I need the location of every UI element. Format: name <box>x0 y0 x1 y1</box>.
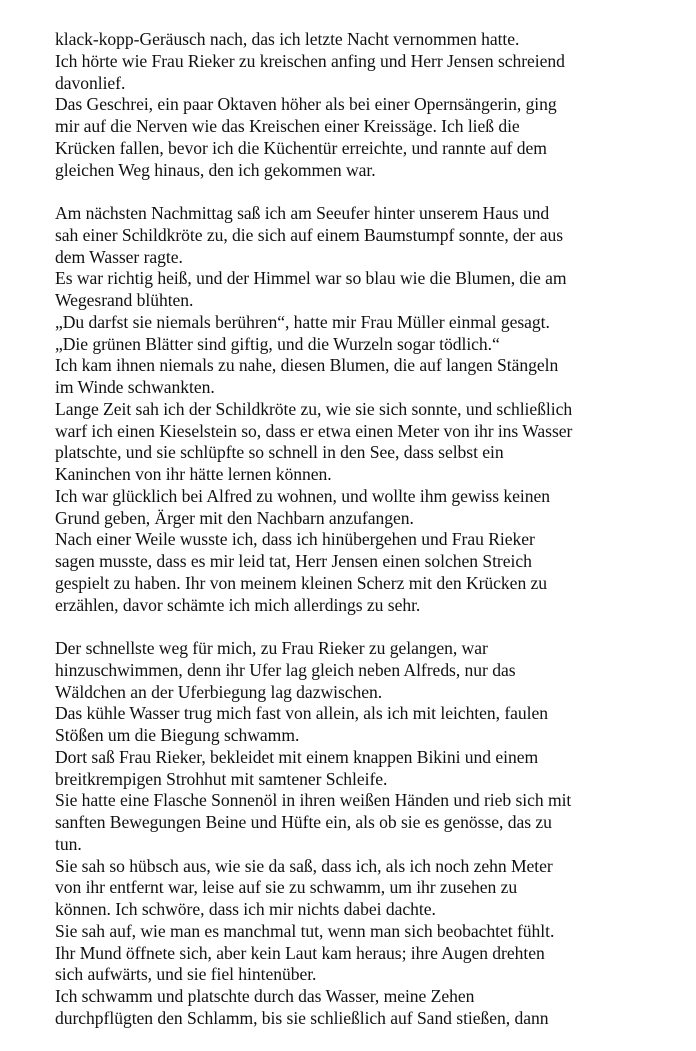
text-line: im Winde schwankten. <box>55 377 215 397</box>
text-line: Grund geben, Ärger mit den Nachbarn anzufangen. <box>55 507 414 528</box>
text-line: Lange Zeit sah ich der Schildkröte zu, wie sie sich sonnte, und schließlich <box>55 398 573 419</box>
text-line: können. Ich schwöre, dass ich mir nichts dabei dachte. <box>55 899 436 919</box>
text-line: Wegesrand blühten. <box>55 290 194 310</box>
text-line: davonlief. <box>55 72 126 93</box>
text-line: sich aufwärts, und sie fiel hintenüber. <box>55 964 317 985</box>
paragraph <box>55 638 675 1030</box>
text-line: Ich schwamm und platschte durch das Wasser, meine Zehen <box>55 986 475 1006</box>
text-line: Ihr Mund öffnete sich, aber kein Laut kam heraus; ihre Augen drehten <box>55 942 545 963</box>
text-line: durchpflügten den Schlamm, bis sie schließlich auf Sand stießen, dann <box>55 1007 549 1028</box>
text-line: Dort saß Frau Rieker, bekleidet mit einem knappen Bikini und einem <box>55 746 539 767</box>
text-line: erzählen, davor schämte ich mich allerdings zu sehr. <box>55 594 421 615</box>
text-line: mir auf die Nerven wie das Kreischen einer Kreissäge. Ich ließ die <box>55 116 520 136</box>
paragraph <box>55 203 675 616</box>
text-line: „Du darfst sie niemals berühren“, hatte mir Frau Müller einmal gesagt. <box>55 311 550 332</box>
text-line: Ich hörte wie Frau Rieker zu kreischen anfing und Herr Jensen schreiend <box>55 50 565 71</box>
text-line: Ich war glücklich bei Alfred zu wohnen, und wollte ihm gewiss keinen <box>55 485 550 506</box>
text-line: Stößen um die Biegung schwamm. <box>55 725 300 745</box>
text-line: gleichen Weg hinaus, den ich gekommen war. <box>55 159 376 180</box>
text-line: „Die grünen Blätter sind giftig, und die Wurzeln sogar tödlich.“ <box>55 333 500 354</box>
text-line: Sie sah so hübsch aus, wie sie da saß, dass ich, als ich noch zehn Meter <box>55 855 553 876</box>
text-line: Der schnellste weg für mich, zu Frau Rieker zu gelangen, war <box>55 638 488 658</box>
text-line: Das Geschrei, ein paar Oktaven höher als bei einer Opernsängerin, ging <box>55 94 557 115</box>
text-line: Das kühle Wasser trug mich fast von allein, als ich mit leichten, faulen <box>55 703 549 724</box>
text-line: hinzuschwimmen, denn ihr Ufer lag gleich neben Alfreds, nur das <box>55 659 516 680</box>
text-line: klack-kopp-Geräusch nach, das ich letzte Nacht vernommen hatte. <box>55 29 520 49</box>
text-line: Kaninchen von ihr hätte lernen können. <box>55 464 332 484</box>
text-line: sah einer Schildkröte zu, die sich auf einem Baumstumpf sonnte, der aus <box>55 224 564 245</box>
text-line: tun. <box>55 833 82 854</box>
text-line: Ich kam ihnen niemals zu nahe, diesen Blumen, die auf langen Stängeln <box>55 355 559 376</box>
text-line: sanften Bewegungen Beine und Hüfte ein, als ob sie es genösse, das zu <box>55 812 552 832</box>
text-line: Sie hatte eine Flasche Sonnenöl in ihren weißen Händen und rieb sich mit <box>55 790 572 811</box>
text-line: Wäldchen an der Uferbiegung lag dazwischen. <box>55 681 383 702</box>
text-line: gespielt zu haben. Ihr von meinem kleinen Scherz mit den Krücken zu <box>55 572 548 593</box>
text-line: Krücken fallen, bevor ich die Küchentür erreichte, und rannte auf dem <box>55 137 547 158</box>
text-line: von ihr entfernt war, leise auf sie zu schwamm, um ihr zusehen zu <box>55 877 518 898</box>
text-line: Am nächsten Nachmittag saß ich am Seeufer hinter unserem Haus und <box>55 203 550 223</box>
paragraph <box>55 29 675 181</box>
document-page <box>55 29 675 1051</box>
text-line: Nach einer Weile wusste ich, dass ich hinübergehen und Frau Rieker <box>55 529 535 550</box>
text-line: dem Wasser ragte. <box>55 246 183 267</box>
text-line: sagen musste, dass es mir leid tat, Herr Jensen einen solchen Streich <box>55 551 532 571</box>
text-line: Es war richtig heiß, und der Himmel war so blau wie die Blumen, die am <box>55 268 567 289</box>
text-line: breitkrempigen Strohhut mit samtener Schleife. <box>55 768 388 789</box>
text-line: warf ich einen Kieselstein so, dass er etwa einen Meter von ihr ins Wasser <box>55 420 573 441</box>
text-line: platschte, und sie schlüpfte so schnell in den See, dass selbst ein <box>55 442 504 463</box>
text-line: Sie sah auf, wie man es manchmal tut, wenn man sich beobachtet fühlt. <box>55 920 555 941</box>
